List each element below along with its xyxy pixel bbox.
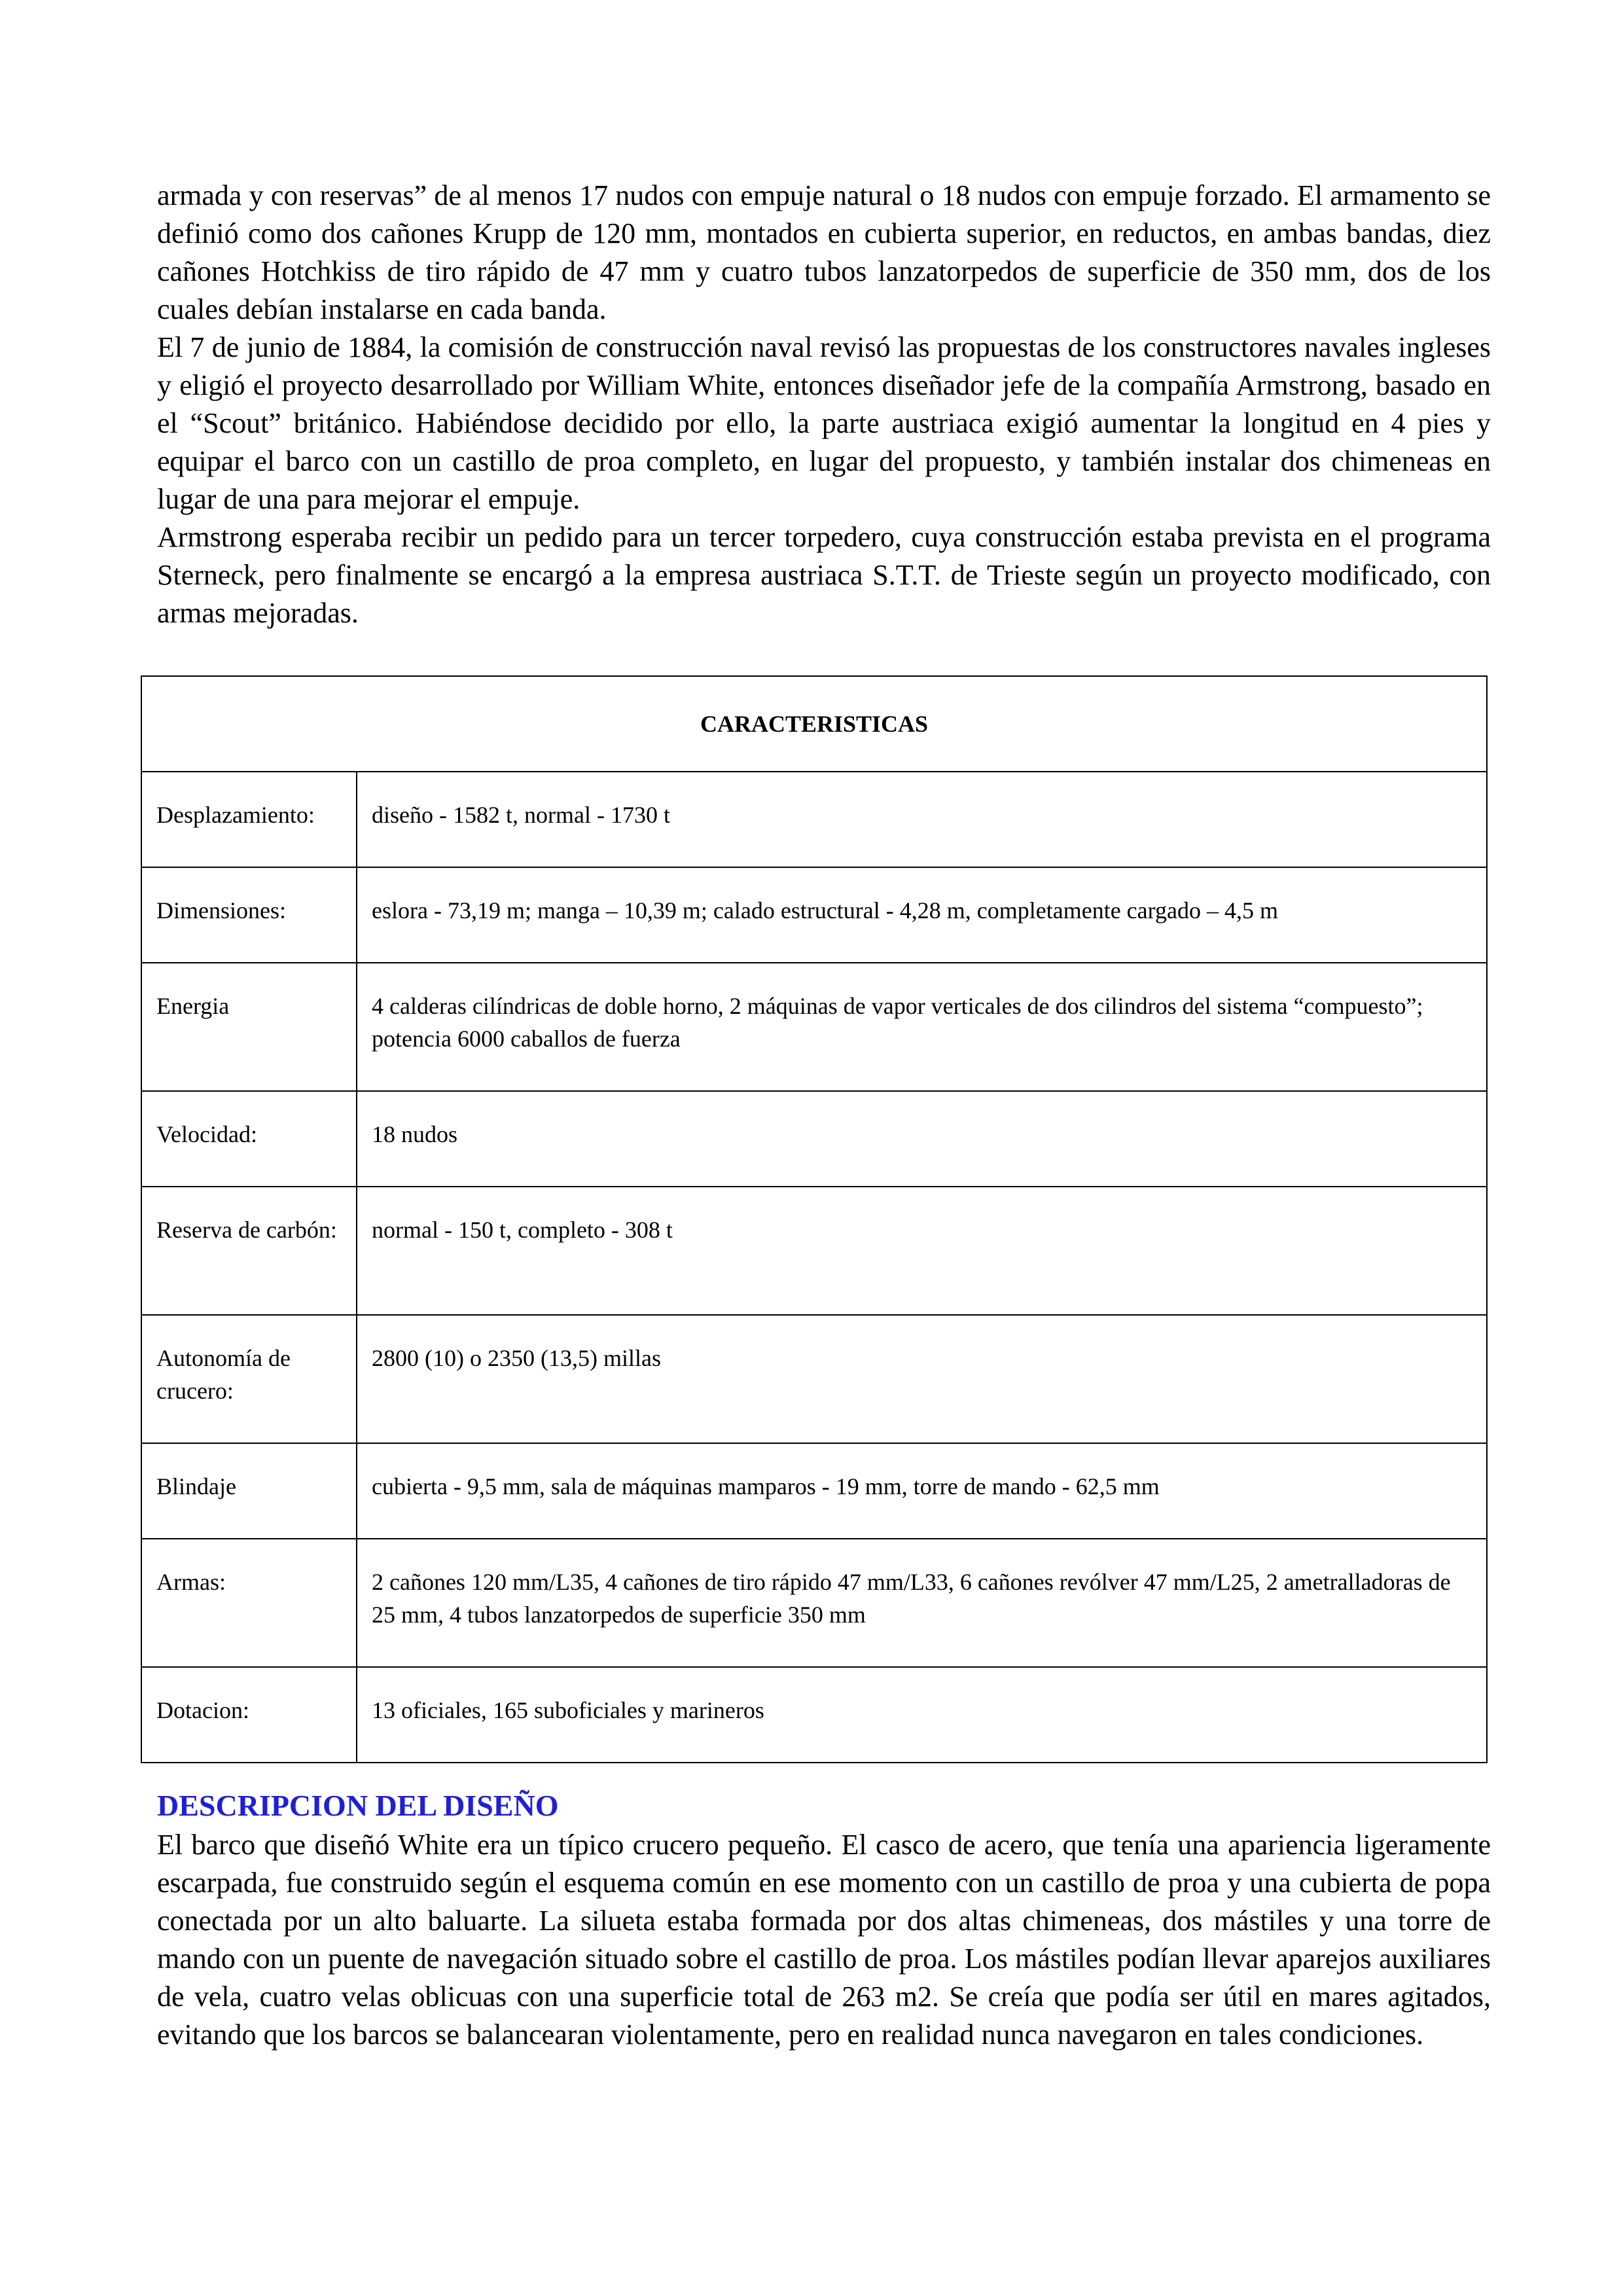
- row-value: 13 oficiales, 165 suboficiales y marineros: [372, 1697, 764, 1723]
- table-row: [141, 1091, 1487, 1187]
- table-header-row: [141, 676, 1487, 772]
- table-row: [141, 1187, 1487, 1315]
- intro-paragraph-3: Armstrong esperaba recibir un pedido para un tercer torpedero, cuya construcción estaba prevista en el programa Sterneck, pero finalmente se encargó a la empresa austriaca S.T.T. de Trieste según un proyecto modificado, con armas mejoradas.: [157, 521, 1491, 629]
- row-value: cubierta - 9,5 mm, sala de máquinas mamparos - 19 mm, torre de mando - 62,5 mm: [372, 1473, 1160, 1499]
- section-heading: DESCRIPCION DEL DISEÑO: [157, 1789, 559, 1822]
- row-value: eslora - 73,19 m; manga – 10,39 m; calado estructural - 4,28 m, completamente cargado – 4,5 m: [372, 897, 1278, 924]
- table-row: [141, 1315, 1487, 1443]
- row-value: 4 calderas cilíndricas de doble horno, 2 máquinas de vapor verticales de dos cilindros del sistema “compuesto”; potencia 6000 caballos de fuerza: [372, 993, 1423, 1052]
- row-label: Blindaje: [156, 1473, 236, 1499]
- table-row: [141, 1443, 1487, 1539]
- table-title: CARACTERISTICAS: [141, 676, 1487, 772]
- row-value: 2 cañones 120 mm/L35, 4 cañones de tiro rápido 47 mm/L33, 6 cañones revólver 47 mm/L25, 2 ametralladoras de 25 mm, 4 tubos lanzatorpedos de superficie 350 mm: [372, 1569, 1451, 1628]
- table-row: [141, 963, 1487, 1091]
- row-label: Energia: [156, 993, 230, 1019]
- row-label: Dimensiones:: [156, 897, 286, 924]
- intro-paragraph-1: armada y con reservas” de al menos 17 nudos con empuje natural o 18 nudos con empuje forzado. El armamento se definió como dos cañones Krupp de 120 mm, montados en cubierta superior, en reductos, en ambas bandas, diez cañones Hotchkiss de tiro rápido de 47 mm y cuatro tubos lanzatorpedos de superficie de 350 mm, dos de los cuales debían instalarse en cada banda.: [157, 179, 1491, 325]
- table-row: [141, 1667, 1487, 1763]
- row-value: 2800 (10) o 2350 (13,5) millas: [372, 1345, 661, 1371]
- table-row: [141, 1539, 1487, 1667]
- row-label: Autonomía de crucero:: [156, 1345, 291, 1404]
- intro-paragraph-2: El 7 de junio de 1884, la comisión de construcción naval revisó las propuestas de los constructores navales ingleses y eligió el proyecto desarrollado por William White, entonces diseñador jefe de la compañía Armstrong, basado en el “Scout” británico. Habiéndose decidido por ello, la parte austriaca exigió aumentar la longitud en 4 pies y equipar el barco con un castillo de proa completo, en lugar del propuesto, y también instalar dos chimeneas en lugar de una para mejorar el empuje.: [157, 331, 1491, 515]
- row-label: Armas:: [156, 1569, 226, 1595]
- row-label: Reserva de carbón:: [156, 1217, 337, 1243]
- row-value: diseño - 1582 t, normal - 1730 t: [372, 802, 670, 828]
- design-description: [157, 1826, 1491, 2054]
- row-value: 18 nudos: [372, 1121, 458, 1147]
- table-row: [141, 772, 1487, 867]
- row-label: Dotacion:: [156, 1697, 249, 1723]
- specifications-table: [141, 675, 1488, 1763]
- row-label: Velocidad:: [156, 1121, 257, 1147]
- intro-text: [157, 177, 1491, 632]
- row-label: Desplazamiento:: [156, 802, 315, 828]
- row-value: normal - 150 t, completo - 308 t: [372, 1217, 673, 1243]
- table-row: [141, 867, 1487, 963]
- design-paragraph: El barco que diseñó White era un típico crucero pequeño. El casco de acero, que tenía una apariencia ligeramente escarpada, fue construido según el esquema común en ese momento con un castillo de proa y una cubierta de popa conectada por un alto baluarte. La silueta estaba formada por dos altas chimeneas, dos mástiles y una torre de mando con un puente de navegación situado sobre el castillo de proa. Los mástiles podían llevar aparejos auxiliares de vela, cuatro velas oblicuas con una superficie total de 263 m2. Se creía que podía ser útil en mares agitados, evitando que los barcos se balancearan violentamente, pero en realidad nunca navegaron en tales condiciones.: [157, 1829, 1491, 2051]
